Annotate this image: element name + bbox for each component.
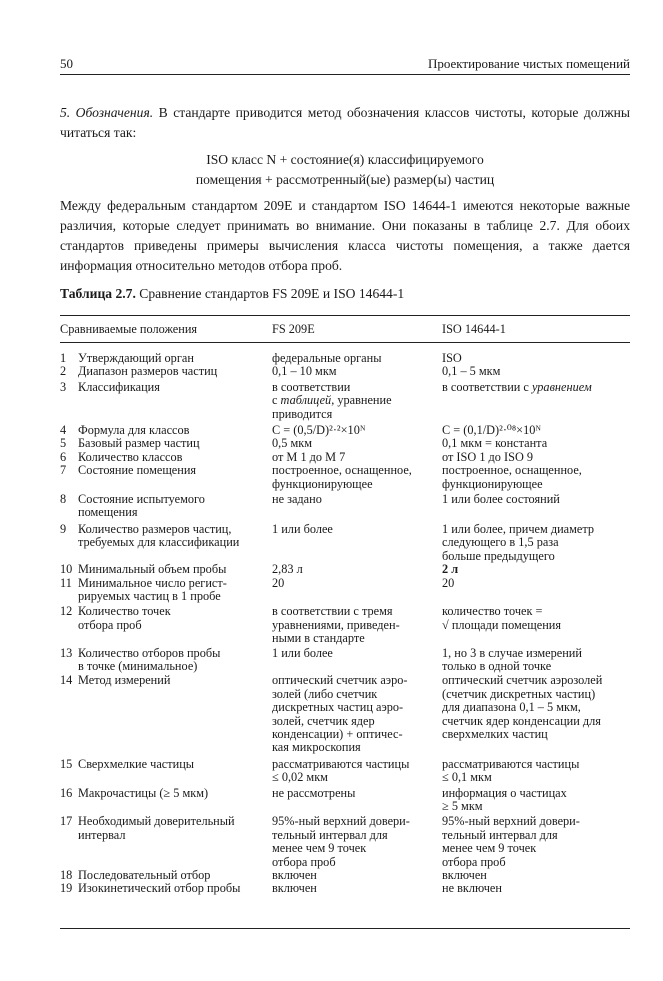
table-row: [60, 647, 630, 674]
row-number: 17: [60, 814, 73, 829]
row-fs209e-value: включен: [272, 868, 317, 883]
row-number: 14: [60, 673, 73, 688]
row-number: 1: [60, 351, 67, 365]
row-fs209e-value: 0,5 мкм: [272, 436, 312, 451]
header-rule: [60, 74, 630, 75]
table-row: [60, 869, 630, 882]
row-fs209e-value: оптический счетчик аэро- золей (либо счетчик дискретных частиц аэро- золей, счетчик ядер конденсации) + оптичес- кая микроскопия: [272, 673, 408, 755]
row-number: 6: [60, 449, 67, 464]
table-row: [60, 758, 630, 785]
paragraph-differences: Между федеральным стандартом 209E и стандартом ISO 14644-1 имеются некоторые важные различия, которые следует принимать во внимание. Они показаны в таблице 2.7. Для обоих стандартов приведены примеры вычисления класса чистоты помещения, а также дается информация относительно методов отбора проб.: [60, 198, 630, 273]
table-row: [60, 674, 630, 754]
row-position: Метод измерений: [78, 673, 171, 688]
table-row: [60, 464, 630, 491]
row-position: Изокинетический отбор пробы: [78, 881, 241, 896]
row-position: Последовательный отбор: [78, 868, 211, 883]
row-number: 13: [60, 645, 73, 660]
row-iso14644-value: количество точек = √ площади помещения: [442, 604, 562, 632]
row-position: Диапазон размеров частиц: [78, 364, 218, 379]
row-position: Классификация: [78, 379, 160, 394]
row-number: 2: [60, 364, 67, 379]
row-fs209e-value: от M 1 до M 7: [272, 449, 346, 464]
row-iso14644-value: оптический счетчик аэрозолей (счетчик дискретных частиц) для диапазона 0,1 – 5 мкм, счетчик ядер конденсации для сверхмелких частиц: [442, 673, 603, 741]
row-iso14644-value: 1 или более состояний: [442, 492, 560, 507]
row-number: 10: [60, 562, 73, 577]
row-position: Макрочастицы (≥ 5 мкм): [78, 785, 209, 800]
row-position: Утверждающий орган: [78, 351, 194, 365]
row-position: Необходимый доверительный интервал: [78, 814, 235, 842]
row-position: Количество классов: [78, 449, 183, 464]
row-iso14644-value: включен: [442, 868, 487, 883]
row-number: 4: [60, 423, 67, 438]
row-fs209e-value: федеральные органы: [272, 351, 382, 365]
table-row: [60, 437, 630, 450]
row-fs209e-value: в соответствии с тремя уравнениями, приведен- ными в стандарте: [272, 604, 400, 646]
running-title: Проектирование чистых помещений: [427, 56, 630, 71]
row-iso14644-value: 0,1 мкм = константа: [442, 436, 548, 451]
column-header-fs209e: FS 209E: [272, 322, 315, 336]
table-row: [60, 451, 630, 464]
row-iso14644-value: 20: [442, 575, 455, 590]
table-row: [60, 605, 630, 645]
row-iso14644-value: не включен: [442, 881, 502, 896]
row-number: 8: [60, 492, 67, 507]
row-fs209e-value: не задано: [272, 492, 322, 507]
row-number: 9: [60, 521, 67, 536]
row-fs209e-value: 1 или более: [272, 521, 333, 536]
row-position: Количество точек отбора проб: [78, 604, 171, 632]
row-fs209e-value: не рассмотрены: [272, 785, 356, 800]
row-fs209e-value: рассматриваются частицы ≤ 0,02 мкм: [272, 756, 410, 785]
row-position: Базовый размер частиц: [78, 436, 200, 451]
row-iso14644-value: в соответствии с уравнением: [442, 379, 592, 394]
row-iso14644-value: информация о частицах ≥ 5 мкм: [442, 785, 567, 813]
table-row: [60, 577, 630, 604]
table-caption-text: Сравнение стандартов FS 209E и ISO 14644-1: [135, 286, 405, 301]
row-number: 5: [60, 436, 67, 451]
row-fs209e-value: 1 или более: [272, 645, 333, 660]
row-iso14644-value: 0,1 – 5 мкм: [442, 364, 501, 379]
row-number: 16: [60, 785, 73, 800]
column-header-positions: Сравниваемые положения: [60, 322, 198, 336]
row-fs209e-value: построенное, оснащенное, функционирующее: [272, 463, 412, 491]
row-iso14644-value: от ISO 1 до ISO 9: [442, 449, 534, 464]
formula-line-2: помещения + рассмотренный(ые) размер(ы) частиц: [195, 172, 495, 187]
row-position: Формула для классов: [78, 423, 190, 438]
paragraph-text: В стандарте приводится метод обозначения классов чистоты, которые должны читаться так:: [60, 105, 630, 140]
table-body: [60, 352, 630, 896]
table-row: [60, 493, 630, 520]
row-iso14644-value: рассматриваются частицы ≤ 0,1 мкм: [442, 756, 580, 785]
table-bottom-rule: [60, 928, 630, 929]
row-position: Сверхмелкие частицы: [78, 756, 195, 771]
row-position: Количество отборов пробы в точке (минимальное): [78, 645, 221, 673]
row-number: 18: [60, 868, 73, 883]
table-row: [60, 815, 630, 869]
table-row: [60, 365, 630, 378]
table-caption-label: Таблица 2.7.: [60, 286, 136, 301]
row-fs209e-value: 2,83 л: [272, 562, 303, 577]
row-iso14644-value: 1, но 3 в случае измерений только в одной точке: [442, 645, 582, 673]
table-caption: [60, 286, 630, 302]
row-iso14644-value: 95%-ный верхний довери- тельный интервал для менее чем 9 точек отбора проб: [442, 814, 580, 869]
table-top-rule: [60, 315, 630, 316]
page-number: 50: [60, 56, 73, 71]
formula-line-1: ISO класс N + состояние(я) классифицируемого: [206, 152, 484, 167]
paragraph-lead: 5. Обозначения.: [60, 105, 154, 120]
row-number: 7: [60, 463, 67, 478]
table-row: [60, 523, 630, 563]
table-row: [60, 424, 630, 437]
row-iso14644-value: 2 л: [442, 562, 459, 577]
row-position: Количество размеров частиц, требуемых для классификации: [78, 521, 240, 550]
row-fs209e-value: 20: [272, 575, 285, 590]
row-fs209e-value: включен: [272, 881, 317, 896]
table-header-rule: [60, 342, 630, 343]
row-fs209e-value: 0,1 – 10 мкм: [272, 364, 337, 379]
paragraph-designations: [60, 103, 630, 143]
table-row: [60, 787, 630, 814]
column-header-iso14644: ISO 14644-1: [442, 322, 506, 336]
table-row: [60, 381, 630, 421]
designation-formula: [60, 150, 630, 190]
row-number: 15: [60, 756, 73, 771]
row-position: Состояние помещения: [78, 463, 197, 478]
running-header: [60, 56, 630, 74]
row-fs209e-value: 95%-ный верхний довери- тельный интервал для менее чем 9 точек отбора проб: [272, 814, 410, 869]
row-iso14644-value: ISO: [442, 351, 462, 365]
row-number: 12: [60, 604, 73, 619]
row-position: Минимальное число регист- рируемых частиц в 1 пробе: [78, 575, 227, 603]
row-iso14644-value: C = (0,1/D)²·⁰⁸×10ᴺ: [442, 423, 542, 438]
row-position: Минимальный объем пробы: [78, 562, 227, 577]
row-number: 11: [60, 575, 72, 590]
row-fs209e-value: в соответствии с таблицей, уравнение приводится: [272, 379, 392, 421]
row-iso14644-value: 1 или более, причем диаметр следующего в 1,5 раза больше предыдущего: [442, 521, 595, 563]
row-number: 3: [60, 379, 67, 394]
table-row: [60, 563, 630, 576]
row-number: 19: [60, 881, 73, 896]
row-fs209e-value: C = (0,5/D)²·²×10ᴺ: [272, 423, 366, 438]
row-position: Состояние испытуемого помещения: [78, 492, 205, 520]
row-iso14644-value: построенное, оснащенное, функционирующее: [442, 463, 582, 491]
table-row: [60, 882, 630, 895]
table-row: [60, 352, 630, 365]
